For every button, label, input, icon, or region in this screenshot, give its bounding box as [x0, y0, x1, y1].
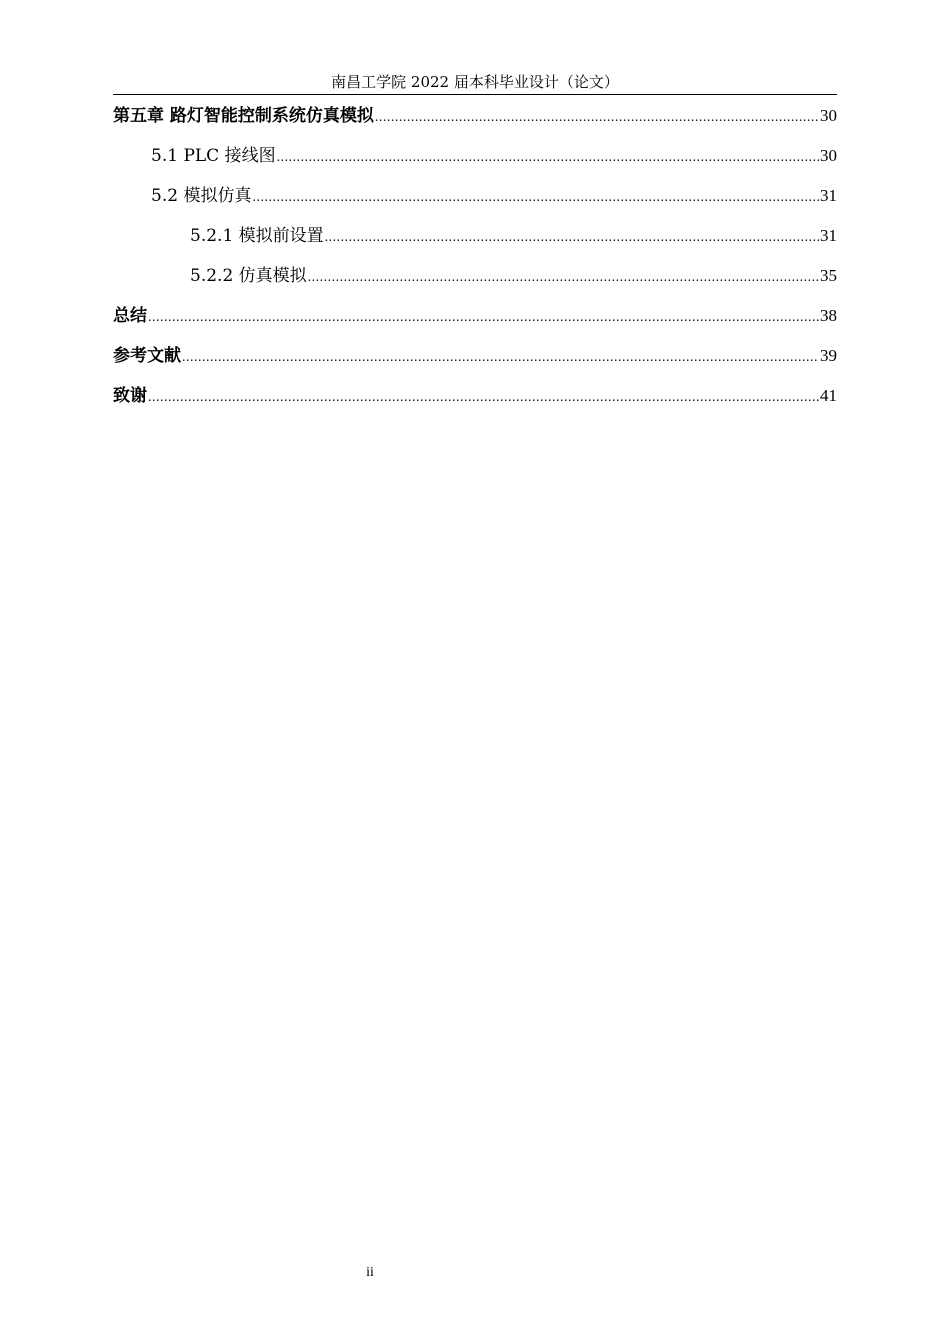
toc-entry-page-number: 31 — [820, 226, 837, 245]
table-of-contents — [113, 104, 837, 424]
toc-entry-chapter-5[interactable] — [113, 104, 837, 144]
toc-entry-page-number: 31 — [820, 186, 837, 205]
page-number-footer: ii — [366, 1265, 374, 1280]
toc-entry-5-1[interactable] — [113, 144, 837, 184]
toc-entry-label: 5.1 PLC 接线图 — [151, 146, 276, 166]
dot-leader — [375, 106, 819, 130]
dot-leader — [277, 146, 819, 170]
toc-entry-label: 第五章 路灯智能控制系统仿真模拟 — [113, 106, 374, 126]
toc-entry-page-number: 35 — [820, 266, 837, 285]
toc-entry-label: 5.2.1 模拟前设置 — [190, 226, 324, 246]
toc-entry-label: 5.2 模拟仿真 — [151, 186, 252, 206]
dot-leader — [252, 186, 819, 210]
toc-entry-page-number: 39 — [820, 346, 837, 365]
toc-entry-page-number: 30 — [820, 146, 837, 165]
toc-entry-page-number: 41 — [820, 386, 837, 405]
running-header: 南昌工学院 2022 届本科毕业设计（论文） — [331, 73, 619, 91]
toc-entry-5-2-1[interactable] — [113, 224, 837, 264]
toc-entry-5-2-2[interactable] — [113, 264, 837, 304]
toc-entry-5-2[interactable] — [113, 184, 837, 224]
toc-entry-page-number: 30 — [820, 106, 837, 125]
toc-entry-references[interactable] — [113, 344, 837, 384]
toc-entry-label: 5.2.2 仿真模拟 — [190, 266, 307, 286]
toc-entry-label: 参考文献 — [113, 346, 181, 366]
dot-leader — [148, 386, 819, 410]
dot-leader — [308, 266, 819, 290]
dot-leader — [325, 226, 819, 250]
toc-entry-label: 总结 — [113, 306, 147, 326]
toc-entry-label: 致谢 — [113, 386, 147, 406]
toc-entry-summary[interactable] — [113, 304, 837, 344]
toc-entry-acknowledgements[interactable] — [113, 384, 837, 424]
toc-entry-page-number: 38 — [820, 306, 837, 325]
header-rule — [113, 94, 837, 95]
dot-leader — [182, 346, 819, 370]
dot-leader — [148, 306, 819, 330]
